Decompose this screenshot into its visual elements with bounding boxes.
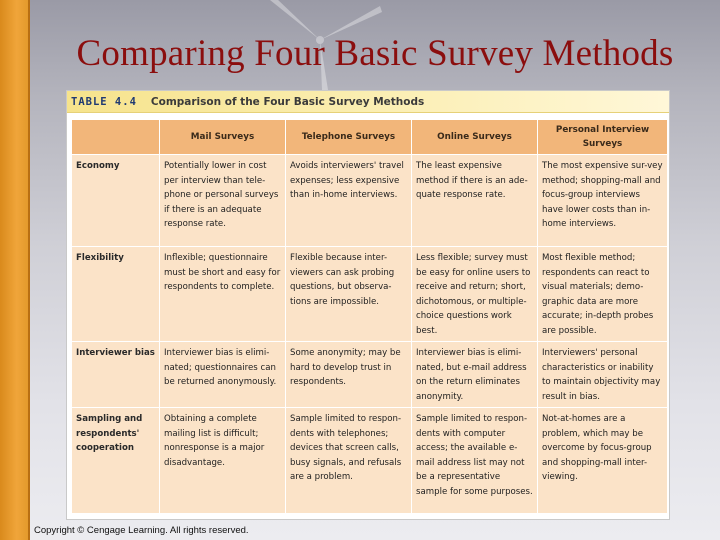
table-header-row	[72, 120, 668, 155]
table-cell: Flexible because inter-viewers can ask probing questions, but observa-tions are impossible.	[286, 247, 412, 342]
table-cell: Interviewers' personal characteristics or inability to maintain objectivity may result in bias.	[538, 342, 668, 408]
table-row-flexibility	[72, 247, 668, 342]
column-header-mail: Mail Surveys	[160, 120, 286, 155]
table-cell: Sample limited to respon-dents with computer access; the available e-mail address list may not be a representative sample for some purposes.	[412, 408, 538, 514]
table-cell: Some anonymity; may be hard to develop trust in respondents.	[286, 342, 412, 408]
table-cell: Most flexible method; respondents can react to visual materials; demo-graphic data are more accurate; in-depth probes are possible.	[538, 247, 668, 342]
table-cell: The most expensive sur-vey method; shopping-mall and focus-group interviews have lower costs than in-home interviews.	[538, 155, 668, 247]
table-banner	[67, 91, 669, 113]
row-header: Flexibility	[72, 247, 160, 342]
table-cell: Inflexible; questionnaire must be short and easy for respondents to complete.	[160, 247, 286, 342]
left-accent-bar	[0, 0, 30, 540]
table-cell: Obtaining a complete mailing list is difficult; nonresponse is a major disadvantage.	[160, 408, 286, 514]
table-card	[66, 90, 670, 520]
table-caption: Comparison of the Four Basic Survey Methods	[150, 95, 425, 108]
row-header: Sampling and respondents' cooperation	[72, 408, 160, 514]
column-header-blank	[72, 120, 160, 155]
column-header-online: Online Surveys	[412, 120, 538, 155]
row-header: Economy	[72, 155, 160, 247]
table-row-interviewer-bias	[72, 342, 668, 408]
column-header-personal-interview: Personal Interview Surveys	[538, 120, 668, 155]
table-row-economy	[72, 155, 668, 247]
row-header: Interviewer bias	[72, 342, 160, 408]
table-cell: Interviewer bias is elimi-nated, but e-mail address on the return eliminates anonymity.	[412, 342, 538, 408]
comparison-table	[71, 119, 668, 514]
table-cell: Potentially lower in cost per interview than tele-phone or personal surveys if there is an adequate response rate.	[160, 155, 286, 247]
table-cell: Avoids interviewers' travel expenses; less expensive than in-home interviews.	[286, 155, 412, 247]
table-number: TABLE 4.4	[71, 95, 137, 108]
table-cell: Less flexible; survey must be easy for online users to receive and return; short, dichotomous, or multiple-choice questions work best.	[412, 247, 538, 342]
table-cell: The least expensive method if there is an ade-quate response rate.	[412, 155, 538, 247]
table-row-sampling	[72, 408, 668, 514]
table-cell: Interviewer bias is elimi-nated; questionnaires can be returned anonymously.	[160, 342, 286, 408]
slide-title: Comparing Four Basic Survey Methods	[76, 33, 674, 74]
column-header-telephone: Telephone Surveys	[286, 120, 412, 155]
table-cell: Sample limited to respon-dents with telephones; devices that screen calls, busy signals, and refusals are a problem.	[286, 408, 412, 514]
copyright-notice: Copyright © Cengage Learning. All rights reserved.	[34, 525, 249, 536]
table-cell: Not-at-homes are a problem, which may be overcome by focus-group and shopping-mall inter-viewing.	[538, 408, 668, 514]
